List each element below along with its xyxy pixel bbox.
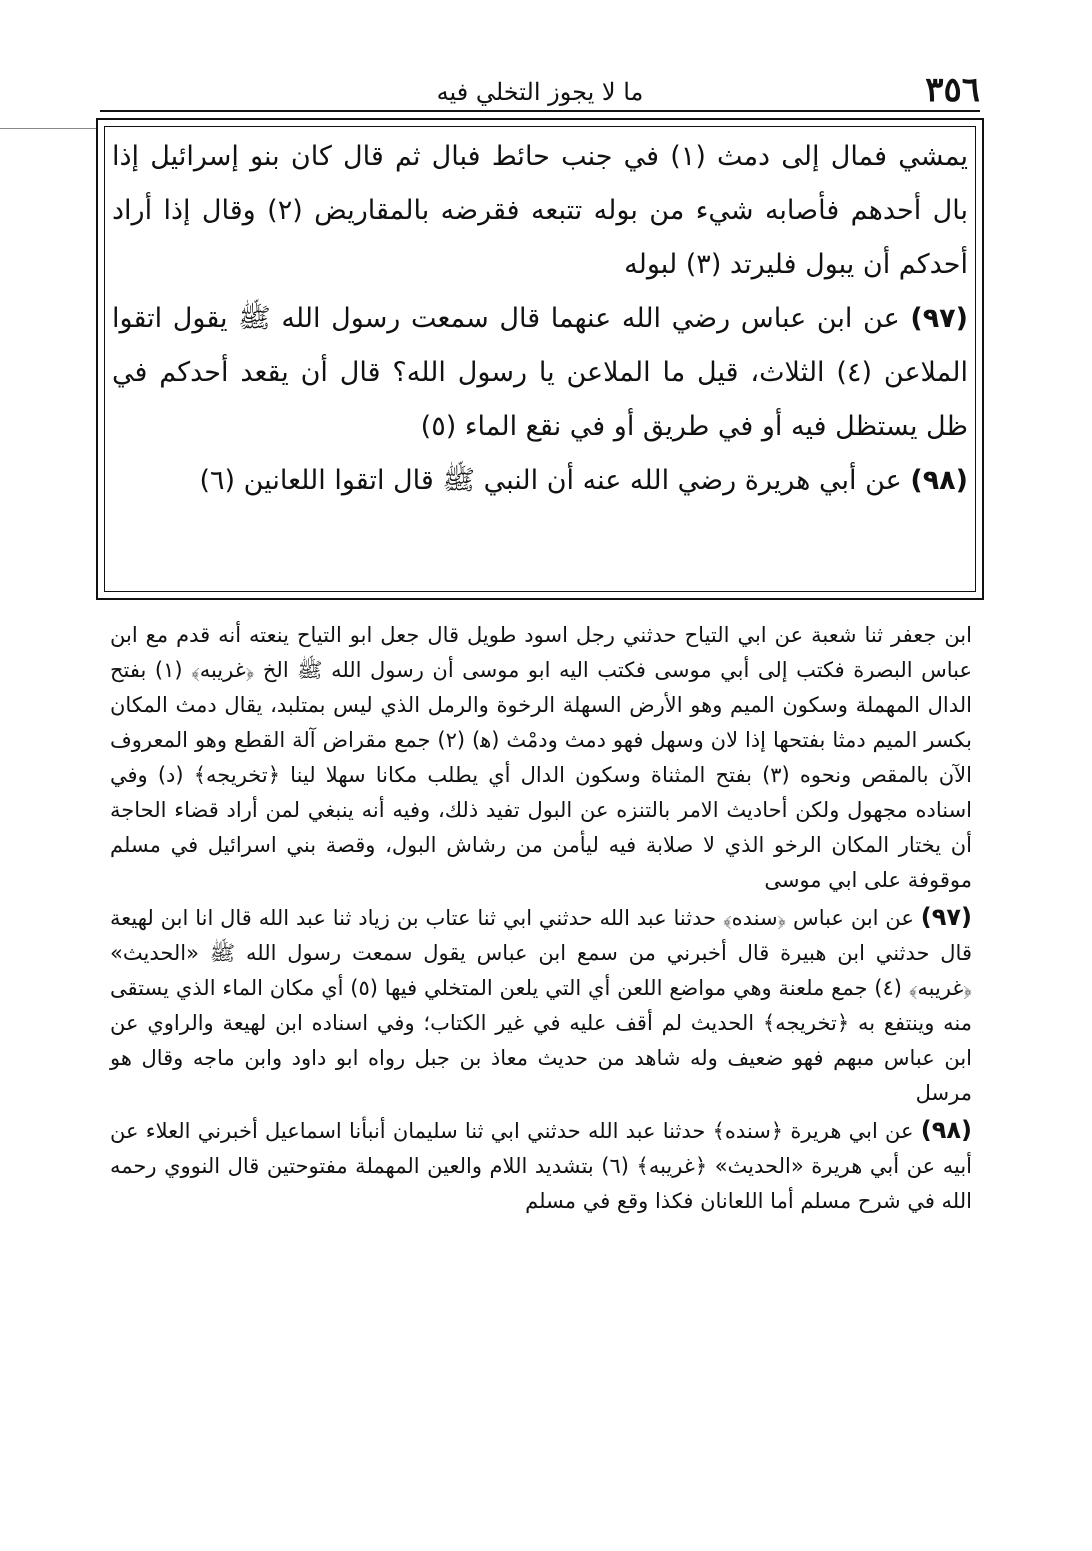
hadith-97-number: (٩٧)	[910, 303, 969, 334]
hadith-98-text: عن أبي هريرة رضي الله عنه أن النبي ﷺ قال اتقوا اللعانين (٦)	[199, 465, 902, 496]
page-header	[100, 70, 980, 116]
hadith-text-block	[112, 130, 968, 588]
commentary-97-text: عن ابن عباس ﴿سنده﴾ حدثنا عبد الله حدثني ابي ثنا عتاب بن زياد ثنا عبد الله قال انا ابن لهيعة قال حدثني ابن هبيرة قال أخبرني من سمع ابن عباس يقول سمعت رسول الله ﷺ «الحديث» ﴿غريبه﴾ (٤) جمع ملعنة وهي مواضع اللعن أي التي يلعن المتخلي فيها (٥) أي مكان الماء الذي يستقى منه وينتفع به ﴿تخريجه﴾ الحديث لم أقف عليه في غير الكتاب؛ وفي اسناده ابن لهيعة والراوي عن ابن عباس مبهم فهو ضعيف وله شاهد من حديث معاذ بن جبل رواه ابو داود وابن ماجه وقال هو مرسل	[110, 906, 972, 1105]
hadith-98-number: (٩٨)	[910, 465, 968, 496]
commentary-paragraph-97	[110, 900, 972, 1111]
commentary-98-number: (٩٨)	[920, 1116, 972, 1144]
commentary-paragraph-98	[110, 1113, 972, 1219]
hadith-frame	[96, 118, 984, 600]
commentary-98-text: عن ابي هريرة ﴿سنده﴾ حدثنا عبد الله حدثني ابي ثنا سليمان أنبأنا اسماعيل أخبرني العلاء عن أبيه عن أبي هريرة «الحديث» ﴿غريبه﴾ (٦) بتشديد اللام والعين المهملة مفتوحتين قال النووي رحمه الله في شرح مسلم أما اللعانان فكذا وقع في مسلم	[110, 1119, 973, 1213]
commentary-section	[110, 618, 972, 1221]
hadith-98	[112, 454, 968, 508]
scan-artifact-line	[0, 128, 96, 129]
commentary-paragraph-96: ابن جعفر ثنا شعبة عن ابي التياح حدثني رجل اسود طويل قال جعل ابو التياح ينعته أنه قدم مع ابن عباس البصرة فكتب إلى أبي موسى فكتب اليه ابو موسى أن رسول الله ﷺ الخ ﴿غريبه﴾ (١) بفتح الدال المهملة وسكون الميم وهو الأرض السهلة الرخوة والرمل الذي ليس بمتلبد، يقال دمث المكان بكسر الميم دمثا بفتحها إذا لان وسهل فهو دمث ودمْث (ﻫ) (٢) جمع مقراض آلة القطع وهو المعروف الآن بالمقص ونحوه (٣) بفتح المثناة وسكون الدال أي يطلب مكانا سهلا لينا ﴿تخريجه﴾ (د) وفي اسناده مجهول ولكن أحاديث الامر بالتنزه عن البول تفيد ذلك، وفيه أنه ينبغي لمن أراد قضاء الحاجة أن يختار المكان الرخو الذي لا صلابة فيه ليأمن من رشاش البول، وقصة بني اسرائيل في مسلم موقوفة على ابي موسى	[110, 623, 972, 892]
header-rule	[100, 110, 980, 112]
hadith-continuation: يمشي فمال إلى دمث (١) في جنب حائط فبال ثم قال كان بنو إسرائيل إذا بال أحدهم فأصابه شيء من بوله تتبعه فقرضه بالمقاريض (٢) وقال إذا أراد أحدكم أن يبول فليرتد (٣) لبوله	[112, 141, 968, 280]
running-title: ما لا يجوز التخلي فيه	[436, 78, 644, 106]
commentary-97-number: (٩٧)	[920, 903, 972, 931]
page-number: ٣٥٦	[925, 70, 980, 110]
hadith-97-text: عن ابن عباس رضي الله عنهما قال سمعت رسول الله ﷺ يقول اتقوا الملاعن (٤) الثلاث، قيل ما الملاعن يا رسول الله؟ قال أن يقعد أحدكم في ظل يستظل فيه أو في طريق أو في نقع الماء (٥)	[112, 303, 969, 442]
hadith-97	[112, 292, 968, 454]
